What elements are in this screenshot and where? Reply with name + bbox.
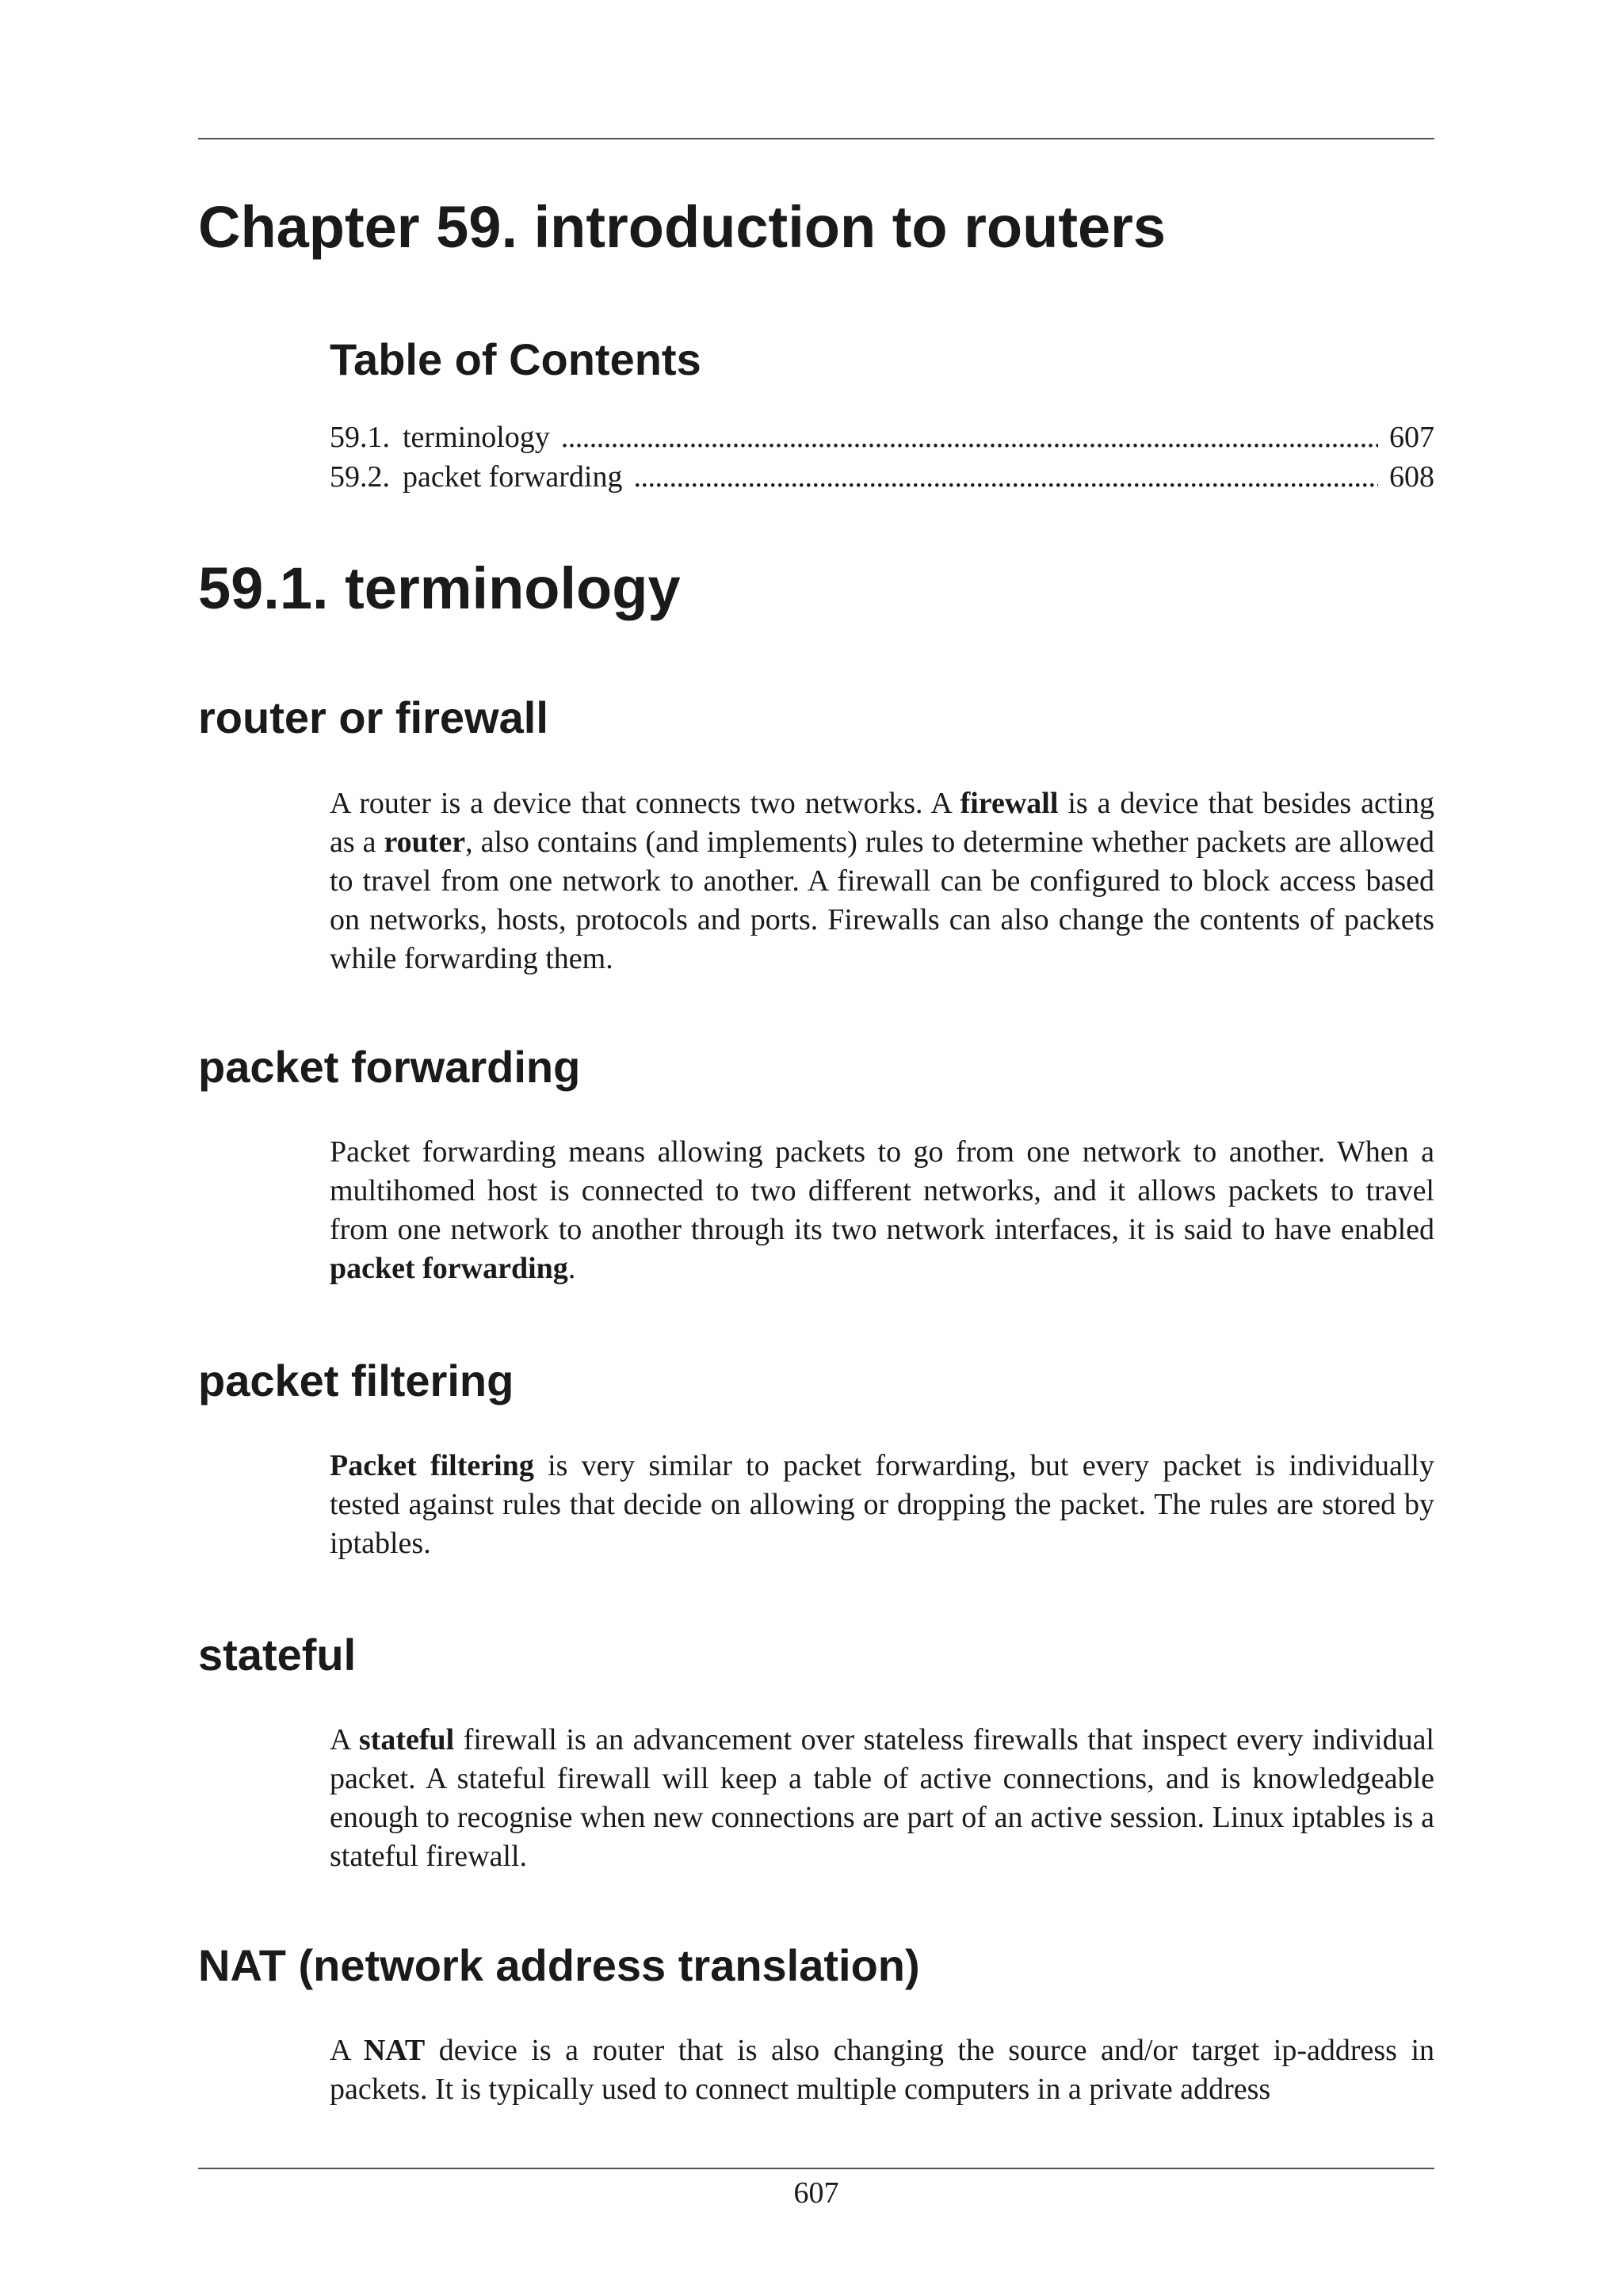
paragraph-text: A xyxy=(330,2034,364,2067)
subsection-heading-packet-filtering: packet filtering xyxy=(198,1356,514,1405)
paragraph-packet-forwarding xyxy=(330,1133,1434,1288)
paragraph-text: A router is a device that connects two networks. A xyxy=(330,787,960,820)
bold-term: firewall xyxy=(960,787,1059,820)
toc-heading: Table of Contents xyxy=(330,334,701,384)
paragraph-text: , also contains (and implements) rules to determine whether packets are allowed to travel from one network to another. A firewall can be configured to block access based on networks, hosts, protocols and ports. Firewalls can also change the contents of packets while forwarding them. xyxy=(330,826,1434,975)
bold-term: stateful xyxy=(358,1723,455,1756)
footer-rule xyxy=(198,2168,1434,2169)
paragraph-text: Packet forwarding means allowing packets to go from one network to another. When a multihomed host is connected to two different networks, and it allows packets to travel from one network to another through its two network interfaces, it is said to have enabled xyxy=(330,1135,1434,1246)
subsection-heading-router: router or firewall xyxy=(198,692,548,742)
table-of-contents xyxy=(330,418,1434,497)
bold-term: Packet filtering xyxy=(330,1449,534,1482)
paragraph-text: device is a router that is also changing the source and/or target ip-address in packets. It is typically used to connect multiple computers in a private address xyxy=(330,2034,1434,2106)
paragraph-stateful xyxy=(330,1721,1434,1876)
toc-entry[interactable] xyxy=(330,418,1434,457)
bold-term: packet forwarding xyxy=(330,1252,568,1285)
toc-leader-dots xyxy=(561,418,1378,457)
section-title: 59.1. terminology xyxy=(198,555,681,621)
toc-entry-page: 608 xyxy=(1389,460,1434,494)
toc-entry-page: 607 xyxy=(1389,421,1434,454)
paragraph-text: . xyxy=(567,1252,576,1285)
toc-entry-number: 59.2. xyxy=(330,460,390,494)
paragraph-text: firewall is an advancement over stateless firewalls that inspect every individual packet. A stateful firewall will keep a table of active connections, and is knowledgeable enough to recognise when new connections are part of an active session. Linux iptables is a stateful firewall. xyxy=(330,1723,1434,1873)
toc-leader-dots xyxy=(634,457,1379,497)
subsection-heading-nat: NAT (network address translation) xyxy=(198,1940,920,1990)
paragraph-text: A xyxy=(330,1723,359,1756)
bold-term: router xyxy=(384,826,466,859)
paragraph-nat xyxy=(330,2031,1434,2109)
subsection-heading-packet-forwarding: packet forwarding xyxy=(198,1042,581,1092)
paragraph-packet-filtering xyxy=(330,1447,1434,1563)
paragraph-text: is a device that besides acting as a xyxy=(330,787,1434,859)
toc-entry-label: packet forwarding xyxy=(403,460,623,494)
chapter-title: Chapter 59. introduction to routers xyxy=(198,194,1167,260)
toc-entry[interactable] xyxy=(330,457,1434,497)
subsection-heading-stateful: stateful xyxy=(198,1630,357,1680)
header-rule xyxy=(198,138,1434,139)
toc-entry-label: terminology xyxy=(403,421,550,454)
paragraph-text: is very similar to packet forwarding, but every packet is individually tested against rules that decide on allowing or dropping the packet. The rules are stored by iptables. xyxy=(330,1449,1434,1560)
page-number: 607 xyxy=(793,2176,839,2210)
paragraph-router xyxy=(330,784,1434,978)
bold-term: NAT xyxy=(363,2034,426,2067)
toc-entry-number: 59.1. xyxy=(330,421,390,454)
